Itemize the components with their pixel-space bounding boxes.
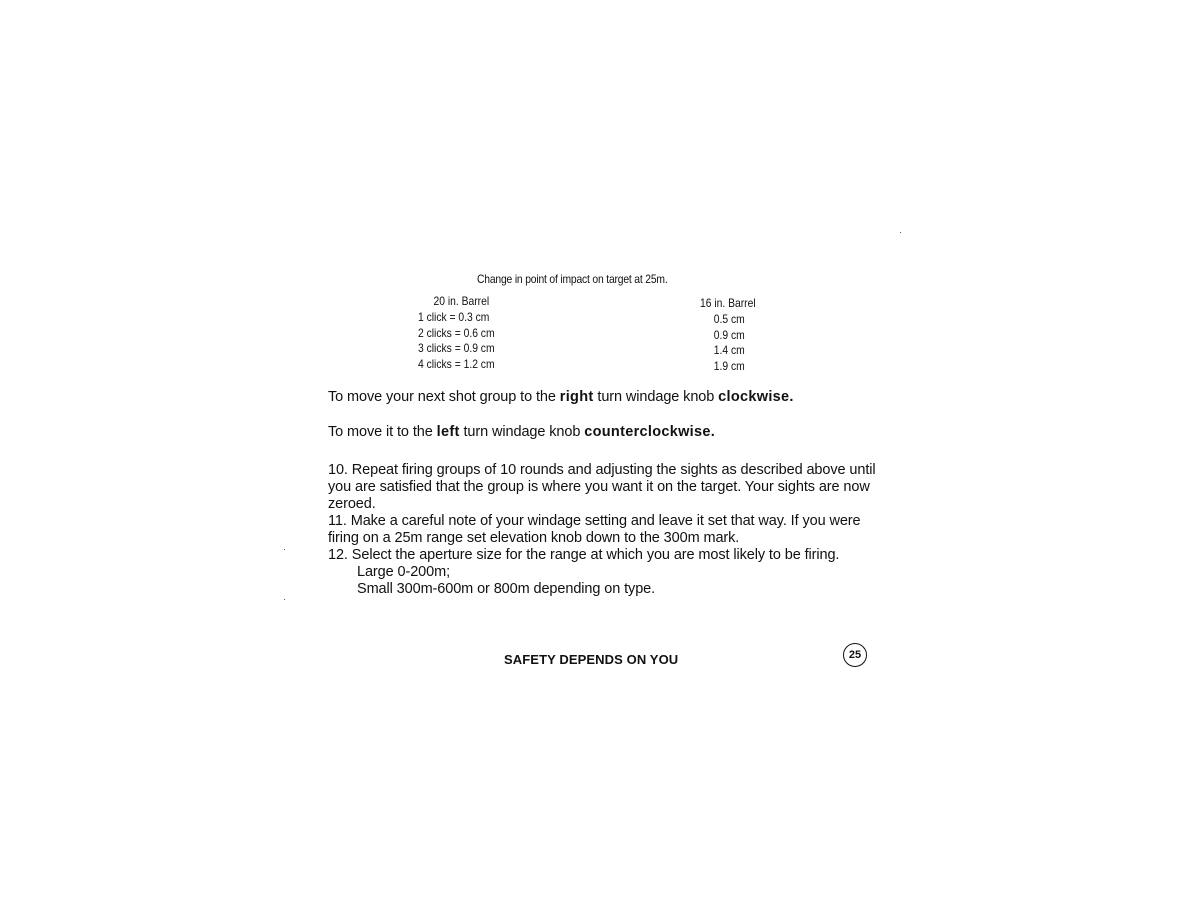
column-header-16in: 16 in. Barrel	[700, 296, 756, 310]
scan-speck	[284, 599, 285, 600]
bold-run: counterclockwise.	[584, 424, 716, 440]
table-cell: 2 clicks = 0.6 cm	[418, 325, 495, 340]
table-caption: Change in point of impact on target at 25m.	[477, 272, 668, 286]
bold-run: left	[436, 424, 460, 440]
instruction-move-left	[328, 424, 888, 441]
scan-speck	[900, 232, 901, 233]
bold-run: right	[559, 389, 594, 405]
table-cell: 0.9 cm	[713, 327, 745, 342]
step-12: 12. Select the aperture size for the range at which you are most likely to be firing.	[328, 547, 840, 563]
step-11: 11. Make a careful note of your windage setting and leave it set that way. If you were firing on a 25m range set elevation knob down to the 300m mark.	[328, 513, 861, 546]
footer-safety-text: SAFETY DEPENDS ON YOU	[504, 652, 679, 667]
text-run: To move your next shot group to the	[328, 389, 560, 405]
table-cell: 4 clicks = 1.2 cm	[418, 357, 495, 372]
table-cell: 3 clicks = 0.9 cm	[418, 341, 495, 356]
table-cell: 0.5 cm	[713, 311, 745, 326]
aperture-large: Large 0-200m;	[357, 564, 451, 580]
text-run: turn windage knob	[459, 424, 585, 440]
text-run: turn windage knob	[593, 389, 719, 405]
instruction-move-right	[328, 389, 888, 406]
text-run: To move it to the	[328, 424, 437, 440]
page-number-badge: 25	[843, 643, 867, 667]
table-cell: 1 click = 0.3 cm	[418, 309, 490, 324]
table-cell: 1.9 cm	[713, 359, 745, 374]
table-column-20in	[418, 294, 495, 373]
table-column-16in	[700, 296, 756, 375]
steps-list	[328, 462, 888, 598]
bold-run: clockwise.	[718, 389, 794, 405]
scan-speck	[284, 549, 285, 550]
column-header-20in: 20 in. Barrel	[433, 294, 490, 308]
aperture-small: Small 300m-600m or 800m depending on type.	[357, 581, 656, 597]
table-cell: 1.4 cm	[713, 343, 745, 358]
step-10: 10. Repeat firing groups of 10 rounds and adjusting the sights as described above until you are satisfied that the group is where you want it on the target. Your sights are now zeroed.	[328, 462, 876, 512]
